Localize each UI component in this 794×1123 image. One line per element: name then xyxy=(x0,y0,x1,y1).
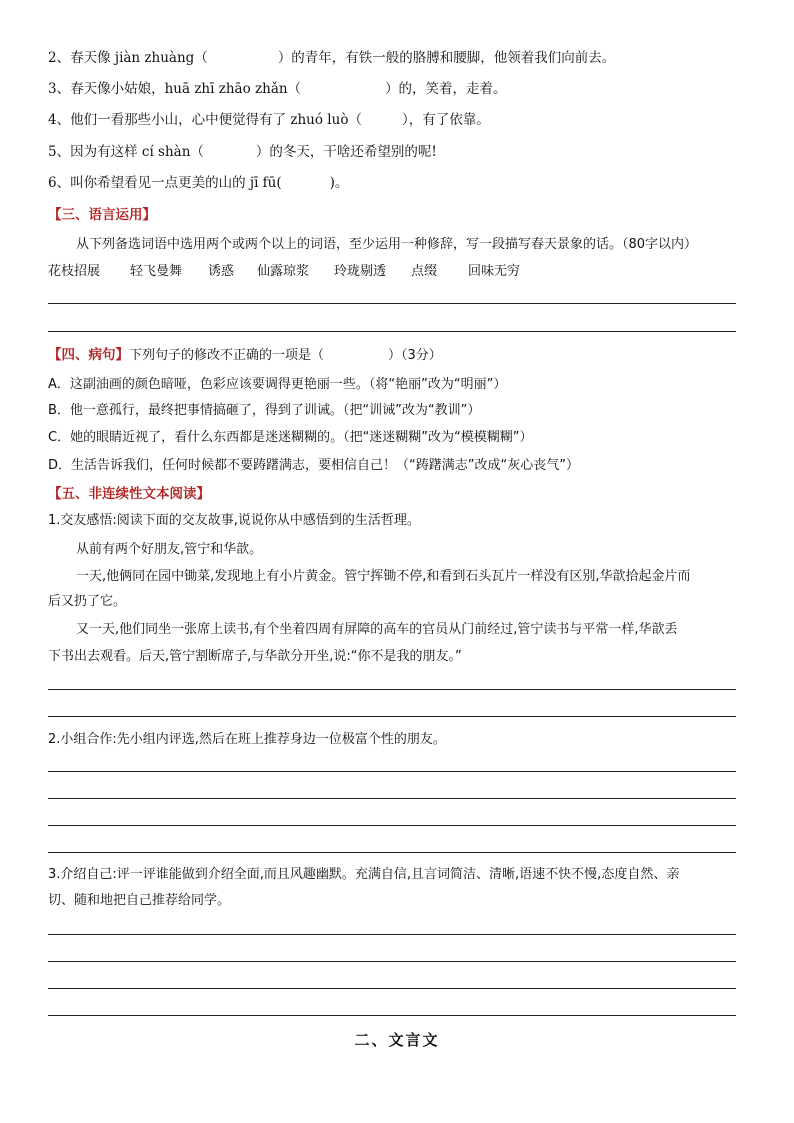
section-5-heading: 【五、非连续性文本阅读】 xyxy=(48,486,210,502)
q1-prompt: 1.交友感悟:阅读下面的交友故事,说说你从中感悟到的生活哲理。 xyxy=(48,513,420,528)
answer-line[interactable] xyxy=(48,798,736,799)
answer-line[interactable] xyxy=(48,771,736,772)
answer-line[interactable] xyxy=(48,689,736,690)
question-6: 6、叫你希望看见一点更美的山的 jī fū( )。 xyxy=(48,175,349,191)
q3-prompt-line2: 切、随和地把自己推荐给同学。 xyxy=(48,893,231,908)
q2-prompt: 2.小组合作:先小组内评选,然后在班上推荐身边一位极富个性的朋友。 xyxy=(48,732,446,747)
question-3: 3、春天像小姑娘，huā zhī zhāo zhǎn（ ）的，笑着，走着。 xyxy=(48,81,507,97)
question-5: 5、因为有这样 cí shàn（ ）的冬天，干啥还希望别的呢! xyxy=(48,144,437,160)
section-3-heading: 【三、语言运用】 xyxy=(48,207,156,223)
answer-line[interactable] xyxy=(48,852,736,853)
word-item: 点缀 xyxy=(411,264,438,279)
story-line: 下书出去观看。后天,管宁割断席子,与华歆分开坐,说:“你不是我的朋友。” xyxy=(48,649,462,664)
section-3-instruction: 从下列备选词语中选用两个或两个以上的词语，至少运用一种修辞，写一段描写春天景象的话。（80字以内） xyxy=(76,237,698,252)
q3-prompt-line1: 3.介绍自己:评一评谁能做到介绍全面,而且风趣幽默。充满自信,且言词简洁、清晰,语速不快不慢,态度自然、亲 xyxy=(48,867,680,882)
story-line: 从前有两个好朋友,管宁和华歆。 xyxy=(76,542,263,557)
story-line: 后又扔了它。 xyxy=(48,594,127,609)
section-4-question: 【四、病句】下列句子的修改不正确的一项是（ ）（3分） xyxy=(48,347,442,363)
answer-line[interactable] xyxy=(48,825,736,826)
word-item: 轻飞曼舞 xyxy=(130,264,183,279)
word-item: 回味无穷 xyxy=(468,264,521,279)
question-4: 4、他们一看那些小山，心中便觉得有了 zhuó luò（ ），有了依靠。 xyxy=(48,112,490,128)
option-a: A．这副油画的颜色暗哑，色彩应该要调得更艳丽一些。（将“艳丽”改为“明丽”） xyxy=(48,377,507,392)
word-item: 玲珑剔透 xyxy=(334,264,387,279)
section-4-heading: 【四、病句】 xyxy=(48,347,129,363)
answer-line[interactable] xyxy=(48,303,736,304)
story-line: 一天,他俩同在园中锄菜,发现地上有小片黄金。管宁挥锄不停,和看到石头瓦片一样没有区别,华歆拾起金片而 xyxy=(76,569,691,584)
word-bank xyxy=(48,262,538,282)
answer-line[interactable] xyxy=(48,961,736,962)
option-b: B．他一意孤行，最终把事情搞砸了，得到了训诫。（把“训诫”改为“教训”） xyxy=(48,403,481,418)
answer-line[interactable] xyxy=(48,716,736,717)
answer-line[interactable] xyxy=(48,331,736,332)
next-section-heading: 二、文言文 xyxy=(354,1031,440,1049)
answer-line[interactable] xyxy=(48,988,736,989)
word-item: 花枝招展 xyxy=(48,264,101,279)
option-c: C．她的眼睛近视了，看什么东西都是迷迷糊糊的。（把“迷迷糊糊”改为“模模糊糊”） xyxy=(48,430,533,445)
option-d: D．生活告诉我们，任何时候都不要踌躇满志，要相信自己！（“踌躇满志”改成“灰心丧气”） xyxy=(48,458,579,473)
word-item: 诱惑 xyxy=(208,264,235,279)
answer-line[interactable] xyxy=(48,1015,736,1016)
word-item: 仙露琼浆 xyxy=(257,264,310,279)
answer-line[interactable] xyxy=(48,934,736,935)
story-line: 又一天,他们同坐一张席上读书,有个坐着四周有屏障的高车的官员从门前经过,管宁读书与平常一样,华歆丢 xyxy=(76,622,678,637)
question-2: 2、春天像 jiàn zhuàng（ ）的青年，有铁一般的胳膊和腰脚，他领着我们向前去。 xyxy=(48,50,616,66)
